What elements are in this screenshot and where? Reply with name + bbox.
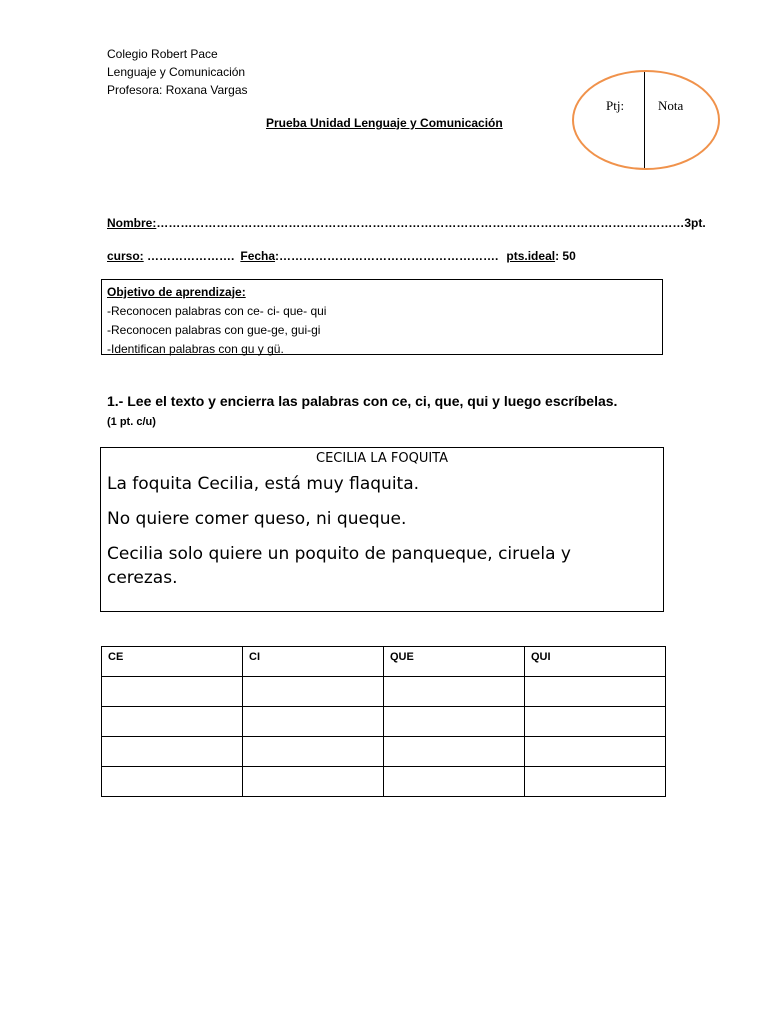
- ptj-label: Ptj:: [606, 98, 625, 113]
- answer-cell[interactable]: [384, 767, 525, 797]
- question-1-points: (1 pt. c/u): [107, 416, 156, 428]
- teacher-name: Profesora: Roxana Vargas: [107, 83, 248, 97]
- nombre-label: Nombre:: [107, 216, 157, 230]
- nombre-points: 3pt.: [684, 216, 706, 230]
- answer-cell[interactable]: [243, 767, 384, 797]
- fecha-label: Fecha: [240, 249, 276, 263]
- table-row: [102, 707, 666, 737]
- answer-cell[interactable]: [525, 707, 666, 737]
- question-1-text: 1.- Lee el texto y encierra las palabras con ce, ci, que, qui y luego escríbelas.: [107, 393, 618, 409]
- table-row: [102, 737, 666, 767]
- header-ci: CI: [243, 647, 384, 677]
- answer-cell[interactable]: [384, 737, 525, 767]
- curso-line: [107, 249, 576, 263]
- pts-ideal-label: pts.ideal: [506, 249, 556, 263]
- objective-item: -Identifican palabras con gu y gü.: [107, 342, 284, 356]
- objective-title: Objetivo de aprendizaje:: [107, 285, 246, 299]
- score-box: [572, 70, 720, 170]
- curso-dots: ………………….: [143, 249, 235, 263]
- score-divider: [644, 72, 645, 168]
- answer-cell[interactable]: [102, 677, 243, 707]
- story-paragraph: No quiere comer queso, ni queque.: [107, 509, 407, 529]
- objective-item: -Reconocen palabras con ce- ci- que- qui: [107, 304, 327, 318]
- answer-cell[interactable]: [384, 677, 525, 707]
- answer-cell[interactable]: [243, 707, 384, 737]
- nombre-dots: ……………………………………………………………………………………………………………………: [156, 216, 685, 230]
- header-ce: CE: [102, 647, 243, 677]
- answer-cell[interactable]: [525, 767, 666, 797]
- answer-cell[interactable]: [384, 707, 525, 737]
- story-paragraph: Cecilia solo quiere un poquito de panqueque, ciruela y cerezas.: [107, 544, 571, 588]
- answer-table: [101, 646, 666, 797]
- page-title: Prueba Unidad Lenguaje y Comunicación: [266, 116, 503, 130]
- answer-cell[interactable]: [525, 677, 666, 707]
- nombre-line: [107, 216, 706, 230]
- header-que: QUE: [384, 647, 525, 677]
- answer-cell[interactable]: [243, 737, 384, 767]
- fecha-dots: :……………………………………………….: [275, 249, 499, 263]
- answer-cell[interactable]: [102, 767, 243, 797]
- curso-label: curso:: [107, 249, 144, 263]
- objective-item: -Reconocen palabras con gue-ge, gui-gi: [107, 323, 321, 337]
- story-title: CECILIA LA FOQUITA: [316, 451, 448, 466]
- subject-name: Lenguaje y Comunicación: [107, 65, 246, 79]
- school-name: Colegio Robert Pace: [107, 47, 218, 61]
- header-qui: QUI: [525, 647, 666, 677]
- table-row: [102, 677, 666, 707]
- answer-cell[interactable]: [102, 737, 243, 767]
- table-row: [102, 767, 666, 797]
- story-paragraph: La foquita Cecilia, está muy flaquita.: [107, 474, 420, 494]
- answer-cell[interactable]: [102, 707, 243, 737]
- score-oval: [572, 70, 720, 170]
- answer-cell[interactable]: [525, 737, 666, 767]
- nota-label: Nota: [658, 98, 684, 113]
- school-header: [107, 45, 248, 99]
- story-box: [100, 447, 664, 612]
- objective-box: [101, 279, 663, 355]
- answer-cell[interactable]: [243, 677, 384, 707]
- table-header-row: [102, 647, 666, 677]
- pts-ideal-value: : 50: [555, 249, 576, 263]
